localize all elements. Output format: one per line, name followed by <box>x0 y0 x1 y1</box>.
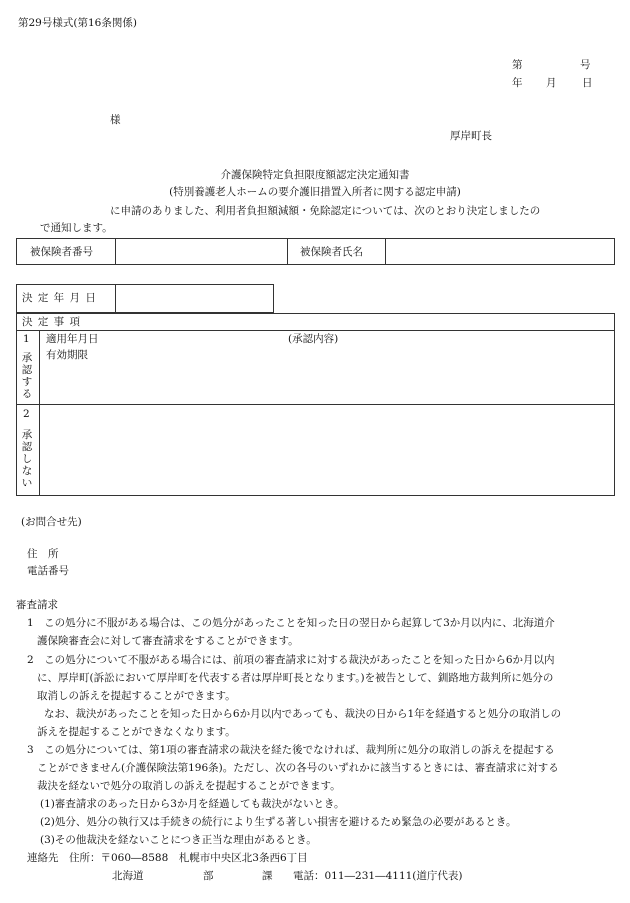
doc-number-dai: 第 <box>512 59 523 71</box>
divider <box>287 238 288 265</box>
appeal-line: 訴えを提起することができなくなります。 <box>37 726 236 738</box>
footer-ka: 課 <box>262 870 273 882</box>
appeal-line: なお、裁決があったことを知った日から6か月以内であっても、裁決の日から1年を経過すると処分の取消しの <box>44 708 562 720</box>
divider <box>16 404 615 405</box>
decision-date-label: 決 定 年 月 日 <box>22 292 97 304</box>
divider <box>16 330 615 331</box>
approve-vertical-label: 承 認 す る <box>21 352 33 401</box>
footer-dept: 北海道 <box>112 870 144 882</box>
intro-line-2: で通知します。 <box>40 222 113 234</box>
decision-items-label: 決 定 事 項 <box>22 316 82 328</box>
appeal-line: 3 この処分については、第1項の審査請求の裁決を経た後でなければ、裁判所に処分の取消しの訴えを提起する <box>27 744 555 756</box>
appeal-line: 1 この処分に不服がある場合は、この処分があったことを知った日の翌日から起算して3か月以内に、北海道介 <box>27 617 555 629</box>
approve-number: 1 <box>23 333 30 345</box>
appeal-line: 裁決を経ないで処分の取消しの訴えを提起することができます。 <box>37 780 341 792</box>
addressee-sama: 様 <box>110 114 121 126</box>
appeal-heading: 審査請求 <box>16 599 58 611</box>
insured-name-field[interactable] <box>387 240 613 263</box>
footer-bu: 部 <box>203 870 214 882</box>
approval-content-label: (承認内容) <box>288 333 339 345</box>
divider <box>115 284 116 313</box>
date-nen: 年 <box>512 77 523 89</box>
decision-date-field[interactable] <box>117 286 272 311</box>
divider <box>385 238 386 265</box>
insured-name-label: 被保険者氏名 <box>300 246 363 258</box>
insured-number-field[interactable] <box>117 240 285 263</box>
appeal-line: (3)その他裁決を経ないことにつき正当な理由があるとき。 <box>40 834 317 846</box>
issuer-name: 厚岸町長 <box>450 130 492 142</box>
appeal-line: (2)処分、処分の執行又は手続きの続行により生ずる著しい損害を避けるため緊急の必要があるとき。 <box>40 816 517 828</box>
date-tsuki: 月 <box>546 77 557 89</box>
document-title: 介護保険特定負担限度額認定決定通知書 <box>220 169 410 181</box>
contact-phone-label: 電話番号 <box>27 565 69 577</box>
footer-contact-address: 連絡先 住所：〒060―8588 札幌市中央区北3条西6丁目 <box>27 852 308 864</box>
appeal-line: (1)審査請求のあった日から3か月を経過しても裁決がないとき。 <box>40 798 345 810</box>
date-hi: 日 <box>582 77 593 89</box>
contact-heading: (お問合せ先) <box>21 516 82 528</box>
appeal-line: 2 この処分について不服がある場合には、前項の審査請求に対する裁決があったことを知った日から6か月以内 <box>27 654 555 666</box>
divider <box>39 330 40 496</box>
appeal-line: 護保険審査会に対して審査請求をすることができます。 <box>37 635 299 647</box>
divider <box>115 238 116 265</box>
intro-line-1: に申請のありました、利用者負担額減額・免除認定については、次のとおり決定しましたの <box>110 205 541 217</box>
document-subtitle: (特別養護老人ホームの要介護旧措置入所者に関する認定申請) <box>169 186 461 198</box>
reject-vertical-label: 承 認 し な い <box>21 429 33 490</box>
appeal-line: に、厚岸町(訴訟において厚岸町を代表する者は厚岸町長となります。)を被告として、釧路地方裁判所に処分の <box>37 672 554 684</box>
reject-number: 2 <box>23 408 30 420</box>
footer-phone: 電話：011―231―4111(道庁代表) <box>293 870 463 882</box>
appeal-line: ことができません(介護保険法第196条)。ただし、次の各号のいずれかに該当するときには、審査請求に対する <box>37 762 559 774</box>
doc-number-go: 号 <box>580 59 591 71</box>
effective-date-label: 適用年月日 <box>46 333 99 345</box>
appeal-line: 取消しの訴えを提起することができます。 <box>37 690 236 702</box>
contact-address-label: 住 所 <box>27 548 59 560</box>
validity-label: 有効期限 <box>46 349 88 361</box>
insured-number-label: 被保険者番号 <box>30 246 93 258</box>
form-number: 第29号様式(第16条関係) <box>18 17 137 29</box>
